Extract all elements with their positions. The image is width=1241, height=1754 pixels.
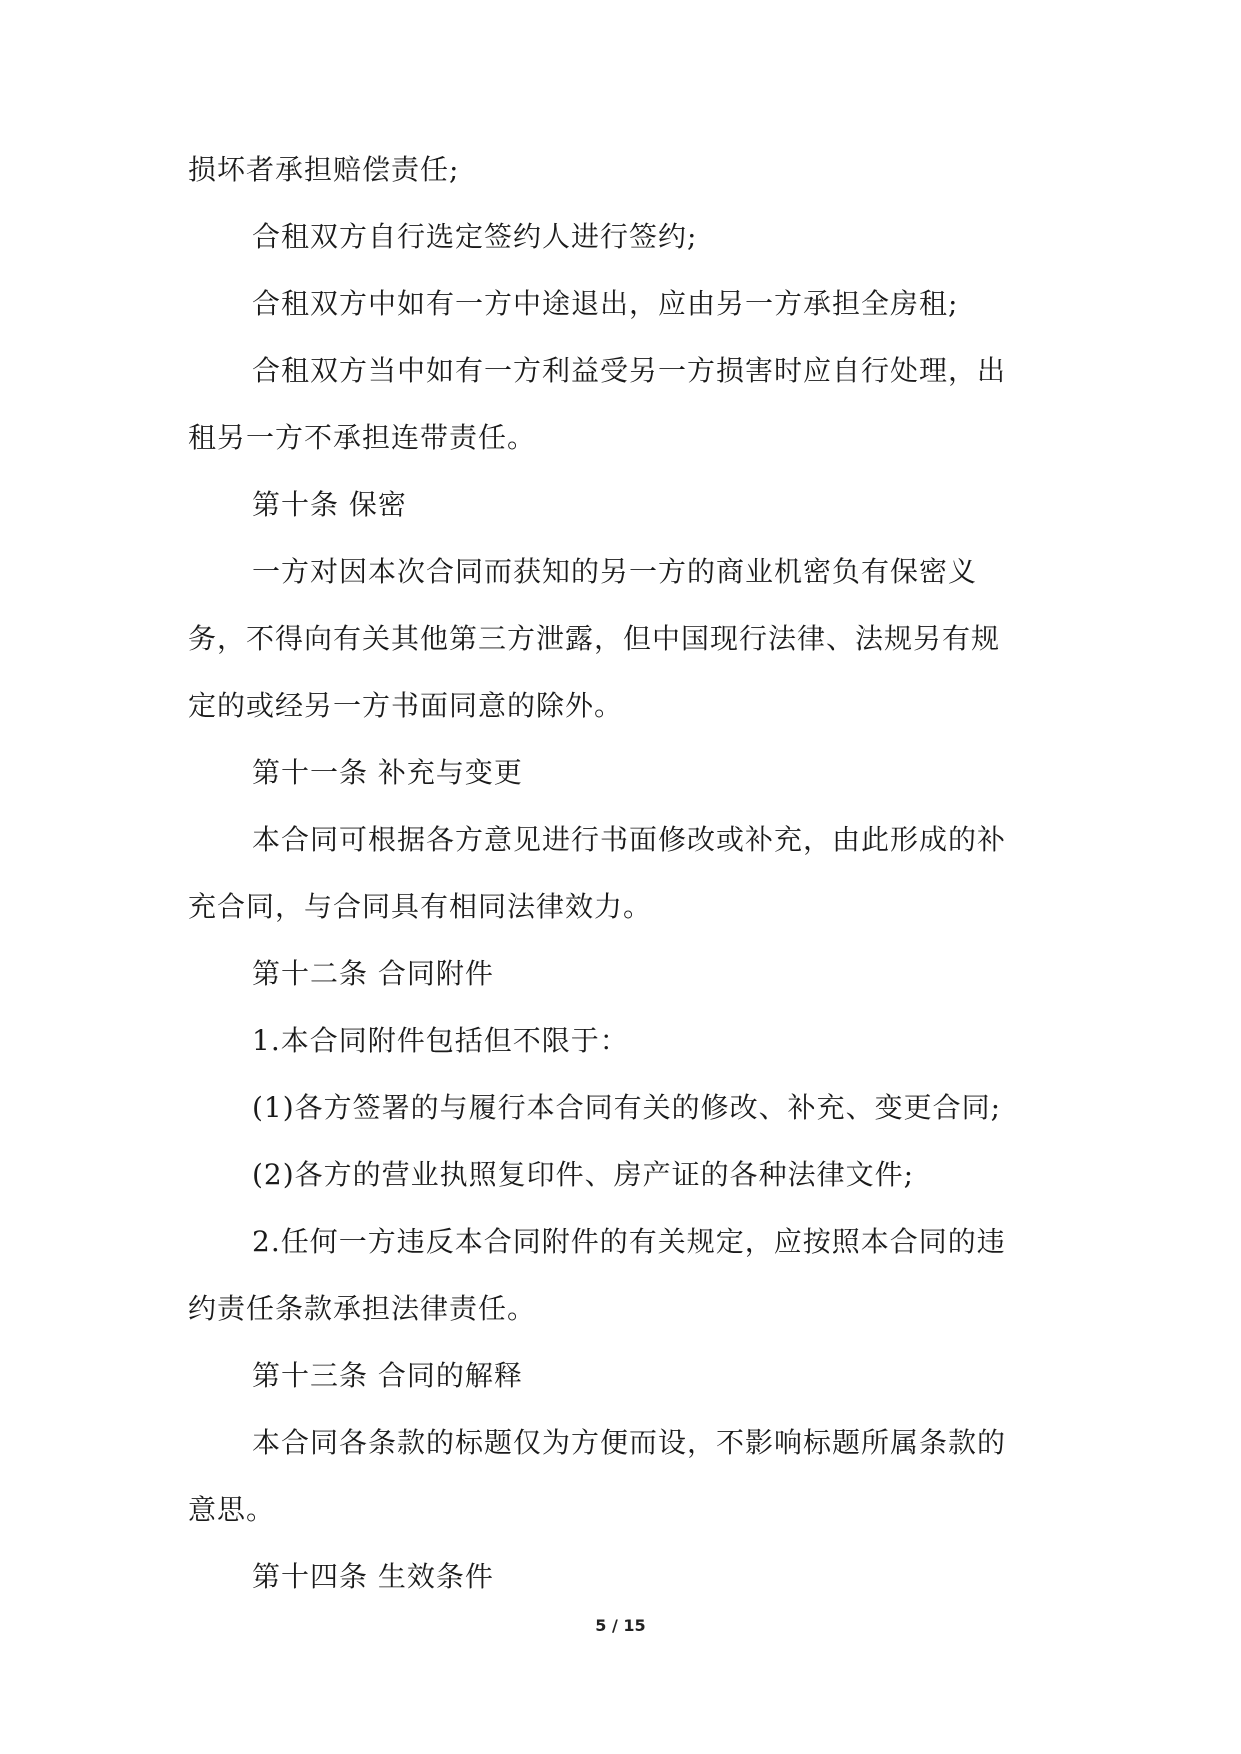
section-heading: 第十三条 合同的解释	[252, 1359, 523, 1392]
text-line: 2.任何一方违反本合同附件的有关规定，应按照本合同的违	[252, 1225, 1006, 1258]
text-line: 租另一方不承担连带责任。	[188, 421, 537, 454]
text-line: 一方对因本次合同而获知的另一方的商业机密负有保密义	[252, 555, 978, 588]
text-line: 损坏者承担赔偿责任;	[188, 153, 460, 186]
text-line: 本合同各条款的标题仅为方便而设，不影响标题所属条款的	[252, 1426, 1007, 1459]
page-number: 5 / 15	[595, 1616, 646, 1635]
text-line: 务，不得向有关其他第三方泄露，但中国现行法律、法规另有规	[188, 622, 1001, 655]
text-line: (2)各方的营业执照复印件、房产证的各种法律文件;	[252, 1158, 915, 1191]
text-line: 1.本合同附件包括但不限于：	[252, 1024, 629, 1057]
text-line: 合租双方中如有一方中途退出，应由另一方承担全房租;	[252, 287, 959, 320]
text-line: 合租双方自行选定签约人进行签约;	[252, 220, 698, 253]
text-line: 充合同，与合同具有相同法律效力。	[188, 890, 653, 923]
section-heading: 第十一条 补充与变更	[252, 756, 523, 789]
text-line: 约责任条款承担法律责任。	[188, 1292, 537, 1325]
section-heading: 第十二条 合同附件	[252, 957, 494, 990]
text-line: (1)各方签署的与履行本合同有关的修改、补充、变更合同;	[252, 1091, 1002, 1124]
section-heading: 第十条 保密	[252, 488, 407, 521]
text-line: 定的或经另一方书面同意的除外。	[188, 689, 624, 722]
section-heading: 第十四条 生效条件	[252, 1560, 494, 1593]
text-line: 合租双方当中如有一方利益受另一方损害时应自行处理，出	[252, 354, 1007, 387]
text-line: 意思。	[188, 1493, 276, 1526]
text-line: 本合同可根据各方意见进行书面修改或补充，由此形成的补	[252, 823, 1007, 856]
